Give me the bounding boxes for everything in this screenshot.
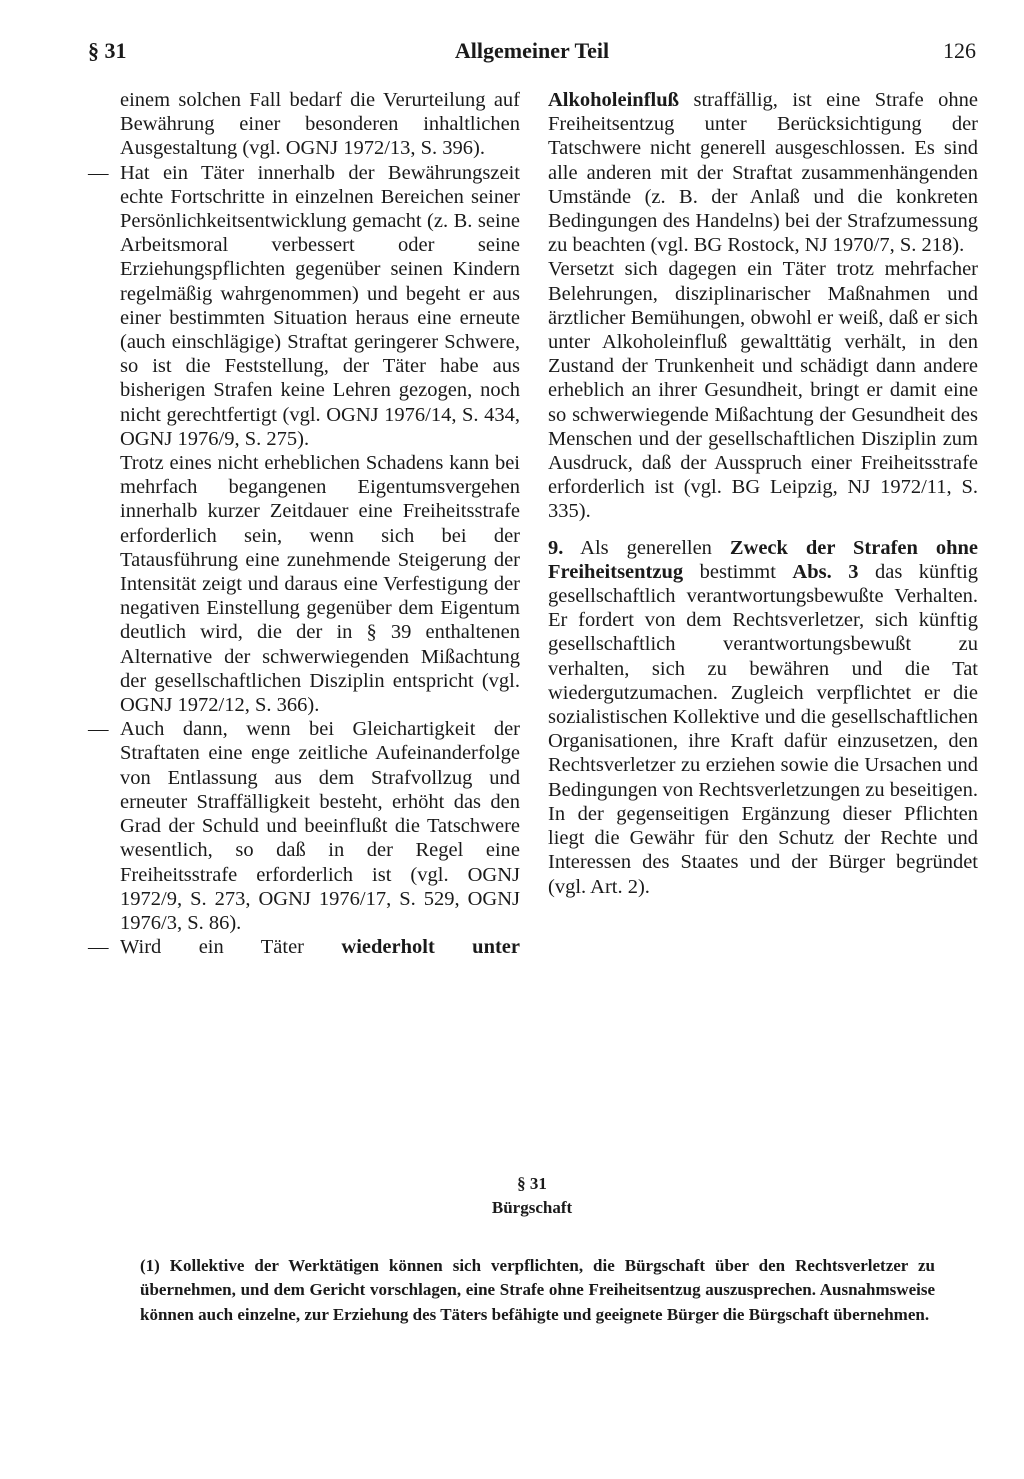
emphasis-text: wiederholt unter (341, 936, 520, 959)
right-column (548, 88, 978, 899)
section-paragraph-1: (1) Kollektive der Werktätigen können sich verpflichten, die Bürgschaft über den Rechtsverletzer zu übernehmen, und dem Gericht vorschlagen, eine Strafe ohne Freiheitsentzug auszusprechen. Ausnahmsweise können auch einzelne, zur Erziehung des Täters befähigte und geeignete Bürger die Bürgschaft übernehmen. (140, 1256, 935, 1324)
paragraph-repeated-violence: Versetzt sich dagegen ein Täter trotz mehrfacher Belehrungen, disziplinarischer Maßnahmen und ärztlicher Bemühungen, obwohl er weiß, daß er sich unter Alkoholeinfluß gewalttätig verhält, in den Zustand der Trunkenheit und schädigt dann andere erheblich an ihrer Gesundheit, bringt er damit eine so schwerwiegende Mißachtung der Gesundheit des Menschen und der gesellschaftlichen Disziplin zum Ausdruck, daß der Ausspruch einer Freiheitsstrafe erforderlich ist (vgl. BG Leipzig, NJ 1972/11, S. 335). (548, 258, 978, 523)
paragraph-text: bestimmt (683, 560, 793, 583)
paragraph-text: Als generellen (563, 536, 730, 559)
list-item-alcohol (88, 935, 520, 959)
page-number: 126 (943, 38, 976, 63)
section-heading (88, 1172, 976, 1220)
paragraph-alcohol-continuation (548, 88, 978, 257)
paragraph-number: 9. (548, 536, 564, 559)
paragraph-9 (548, 536, 978, 899)
paragraph-property-offenses: Trotz eines nicht erheblichen Schadens kann bei mehrfach begangenen Eigentumsvergehen innerhalb kurzer Zeitdauer eine Freiheitsstrafe erforderlich sein, wenn sich bei der Tatausführung eine zunehmende Steigerung der Intensität zeigt und daraus eine Verfestigung der negativen Einstellung gegenüber dem Eigentum deutlich wird, die der in § 39 enthaltenen Alternative der schwerwiegenden Mißachtung der gesellschaftlichen Disziplin entspricht (vgl. OGNJ 1972/12, S. 366). (120, 452, 520, 717)
emphasis-text: Alkoholeinfluß (548, 89, 680, 111)
paragraph-text: straffällig, ist eine Strafe ohne Freiheitsentzug unter Berücksichtigung der Tatschwere nicht generell ausgeschlossen. Es sind alle anderen mit der Straftat zusammenhängenden Umstände (z. B. der Anlaß und die konkreten Bedingungen des Handelns) bei der Strafzumessung zu beachten (vgl. BG Rostock, NJ 1970/7, S. 218). (548, 89, 978, 257)
emphasis-text: Abs. 3 (792, 560, 859, 583)
section-title: Bürgschaft (491, 1198, 573, 1217)
header-title: Allgemeiner Teil (454, 38, 610, 63)
list-item-text: Auch dann, wenn bei Gleichartigkeit der Straftaten eine enge zeitliche Aufeinanderfolge von Entlassung aus dem Strafvollzug und erneuter Straffälligkeit besteht, erhöht das den Grad der Schuld und beeinflußt die Tatschwere wesentlich, so daß in der Regel eine Freiheitsstrafe erforderlich ist (vgl. OGNJ 1972/9, S. 273, OGNJ 1976/17, S. 529, OGNJ 1976/3, S. 86). (120, 718, 520, 934)
page-header (88, 38, 976, 68)
dash-marker: — (88, 161, 109, 184)
paragraph-text: das künftig gesellschaftlich verantwortungsbewußte Verhalten. Er fordert von dem Rechtsverletzer, sich künftig gesellschaftlich verantwortungsbewußt zu verhalten, sich zu bewähren und die Tat wiedergutzumachen. Zugleich verpflichtet er die sozialistischen Kollektive und die gesellschaftlichen Organisationen, ihre Kraft dafür einzusetzen, den Rechtsverletzer zu erziehen sowie die Ursachen und Bedingungen von Rechtsverletzungen zu beseitigen. In der gegenseitigen Ergänzung dieser Pflichten liegt die Gewähr für den Schutz der Rechte und Interessen des Staates und der Bürger begründet (vgl. Art. 2). (548, 560, 979, 898)
list-item-recidivism (88, 717, 520, 935)
list-item-text: Wird ein Täter (120, 936, 342, 959)
dash-marker: — (88, 936, 109, 959)
section-number: § 31 (517, 1174, 547, 1193)
header-section-ref: § 31 (88, 38, 127, 63)
left-column (88, 88, 520, 959)
dash-marker: — (88, 718, 109, 741)
list-item-text: Hat ein Täter innerhalb der Bewährungszeit echte Fortschritte in einzelnen Bereichen seiner Persönlichkeitsentwicklung gemacht (z. B. seine Arbeitsmoral verbessert oder seine Erziehungspflichten gegenüber seinen Kindern regelmäßig wahrgenommen) und begeht er aus einer bestimmten Situation heraus eine erneute (auch einschlägige) Straftat geringerer Schwere, so ist die Feststellung, der Täter habe aus bisherigen Strafen keine Lehren gezogen, noch nicht gerechtfertigt (vgl. OGNJ 1976/14, S. 434, OGNJ 1976/9, S. 275). (120, 161, 520, 450)
paragraph-continuation: einem solchen Fall bedarf die Verurteilung auf Bewährung einer besonderen inhaltlichen Ausgestaltung (vgl. OGNJ 1972/13, S. 396). (120, 89, 520, 160)
list-item-progress (88, 161, 520, 451)
emphasis-text: Zweck der Strafen ohne Freiheitsentzug (548, 536, 978, 583)
